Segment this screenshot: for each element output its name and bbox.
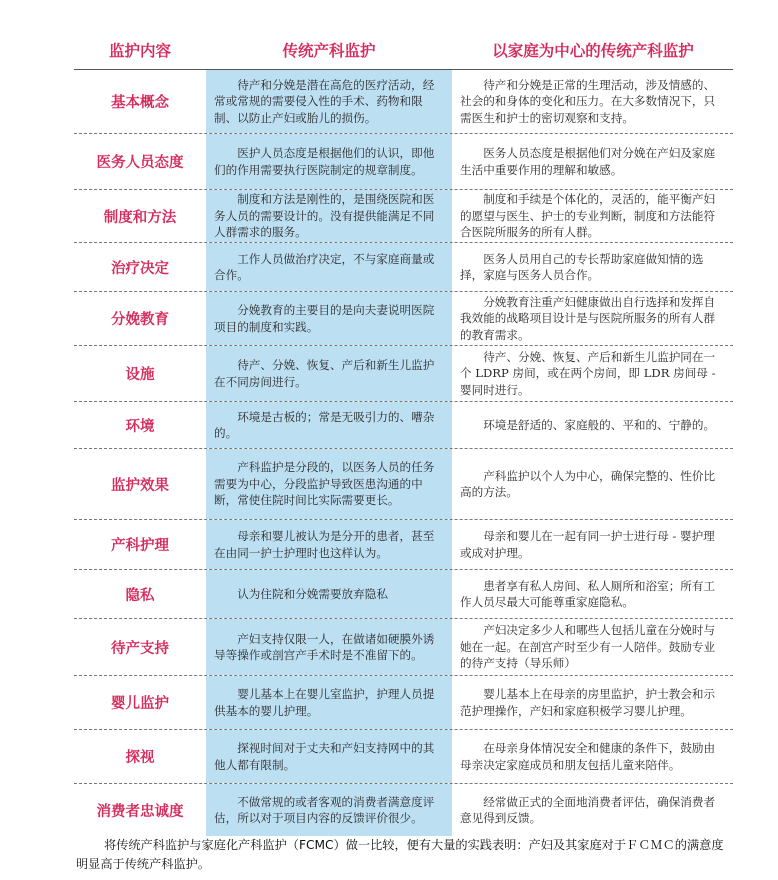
row-topic: 待产支持	[111, 640, 169, 657]
family-text: 制度和手续是个体化的，灵活的，能平衡产妇的愿望与医生、护士的专业判断，制度和方法能符合医院所服务的所有人群。	[460, 192, 716, 240]
table-row	[74, 292, 733, 346]
row-topic: 监护效果	[111, 477, 169, 494]
family-text: 患者享有私人房间、私人厕所和浴室；所有工作人员尽最大可能尊重家庭隐私。	[460, 578, 716, 609]
traditional-cell	[206, 784, 452, 836]
header-col-content: 监护内容	[108, 42, 171, 60]
traditional-text: 待产、分娩、恢复、产后和新生儿监护在不同房间进行。	[214, 358, 435, 389]
table-row	[74, 570, 733, 619]
table-row	[74, 402, 733, 449]
family-text: 医务人员态度是根据他们对分娩在产妇及家庭生活中重要作用的理解和敏感。	[460, 146, 716, 177]
family-text: 医务人员用自己的专长帮助家庭做知情的选择，家庭与医务人员合作。	[460, 251, 704, 282]
family-cell	[452, 346, 733, 401]
family-text: 产科监护以个人为中心，确保完整的、性价比高的方法。	[460, 468, 716, 499]
traditional-cell	[206, 134, 452, 189]
traditional-cell	[206, 619, 452, 675]
row-topic: 设施	[125, 367, 155, 383]
traditional-text: 不做常规的或者客观的消费者满意度评估，所以对于项目内容的反馈评价很少。	[214, 794, 435, 825]
traditional-cell	[206, 570, 452, 618]
traditional-cell	[206, 190, 452, 242]
family-text: 待产和分娩是正常的生理活动，涉及情感的、社会的和身体的变化和压力。在大多数情况下，只需医生和护士的密切观察和支持。	[460, 77, 716, 125]
family-cell	[452, 190, 733, 242]
comparison-table	[74, 70, 733, 836]
table-row	[74, 190, 733, 243]
row-topic: 产科护理	[111, 538, 169, 554]
table-row	[74, 784, 733, 836]
table-row	[74, 346, 733, 402]
family-cell	[452, 730, 733, 783]
family-text: 产妇决定多少人和哪些人包括儿童在分娩时与她在一起。在剖宫产时至少有一人陪伴。鼓励专业的待产支持（导乐师）	[460, 623, 716, 671]
family-text: 母亲和婴儿在一起有同一护士进行母 - 婴护理或成对护理。	[460, 529, 715, 560]
traditional-cell	[206, 449, 452, 519]
family-cell	[452, 402, 733, 448]
table-row	[74, 449, 733, 520]
traditional-cell	[206, 243, 452, 291]
traditional-text: 认为住院和分娩需要放弃隐私	[237, 586, 388, 601]
footnote: 将传统产科监护与家庭化产科监护（FCMC）做一比较，便有大量的实践表明：产妇及其家庭对于ＦＣＭＣ的满意度明显高于传统产科监护。	[76, 838, 724, 871]
traditional-text: 产科监护是分段的，以医务人员的任务需要为中心，分段监护导致医患沟通的中断，常使住院时间比实际需要更长。	[214, 460, 435, 508]
traditional-cell	[206, 676, 452, 729]
traditional-text: 分娩教育的主要目的是向夫妻说明医院项目的制度和实践。	[214, 303, 435, 334]
family-cell	[452, 449, 733, 519]
table-row	[74, 520, 733, 570]
family-cell	[452, 70, 733, 133]
traditional-text: 环境是古板的；常是无吸引力的、嘈杂的。	[214, 409, 435, 440]
family-text: 婴儿基本上在母亲的房里监护，护士教会和示范护理操作，产妇和家庭积极学习婴儿护理。	[460, 687, 716, 718]
header-col-family-centered: 以家庭为中心的传统产科监护	[492, 42, 694, 60]
traditional-text: 母亲和婴儿被认为是分开的患者，甚至在由同一护士护理时也这样认为。	[214, 529, 435, 560]
table-row	[74, 70, 733, 134]
family-cell	[452, 243, 733, 291]
row-topic: 治疗决定	[111, 260, 169, 277]
traditional-cell	[206, 292, 452, 345]
traditional-text: 医护人员态度是根据他们的认识，即他们的作用需要执行医院制定的规章制度。	[214, 146, 435, 177]
table-row	[74, 619, 733, 676]
row-topic: 环境	[125, 418, 155, 435]
family-cell	[452, 619, 733, 675]
family-text: 在母亲身体情况安全和健康的条件下，鼓励由母亲决定家庭成员和朋友包括儿童来陪伴。	[460, 741, 716, 772]
traditional-text: 待产和分娩是潜在高危的医疗活动，经常或常规的需要侵入性的手术、药物和限制、以防止产妇或胎儿的损伤。	[214, 77, 435, 125]
row-topic: 隐私	[125, 587, 155, 604]
traditional-text: 探视时间对于丈夫和产妇支持网中的其他人都有限制。	[214, 741, 435, 772]
table-row	[74, 243, 733, 292]
family-cell	[452, 570, 733, 618]
row-topic: 分娩教育	[111, 312, 169, 328]
family-text: 待产、分娩、恢复、产后和新生儿监护同在一个 LDRP 房间，或在两个房间，即 LDR 房间母 - 婴同时进行。	[460, 349, 716, 397]
traditional-cell	[206, 730, 452, 783]
row-topic: 婴儿监护	[111, 696, 169, 712]
family-cell	[452, 520, 733, 569]
table-row	[74, 134, 733, 190]
family-cell	[452, 676, 733, 729]
table-row	[74, 730, 733, 784]
family-text: 经常做正式的全面地消费者评估，确保消费者意见得到反馈。	[460, 794, 716, 825]
traditional-text: 婴儿基本上在婴儿室监护，护理人员提供基本的婴儿护理。	[214, 687, 435, 718]
header-col-traditional: 传统产科监护	[282, 42, 376, 60]
family-text: 环境是舒适的、家庭般的、平和的、宁静的。	[483, 417, 716, 432]
table-row	[74, 676, 733, 730]
family-text: 分娩教育注重产妇健康做出自行选择和发挥自我效能的战略项目设计是与医院所服务的所有人群的教育需求。	[460, 294, 716, 342]
table-header	[74, 34, 734, 68]
row-topic: 医务人员态度	[96, 155, 184, 171]
traditional-cell	[206, 346, 452, 401]
traditional-cell	[206, 402, 452, 448]
family-cell	[452, 292, 733, 345]
family-cell	[452, 784, 733, 836]
family-cell	[452, 134, 733, 189]
traditional-text: 工作人员做治疗决定，不与家庭商量或合作。	[214, 251, 435, 282]
traditional-cell	[206, 520, 452, 569]
traditional-text: 制度和方法是刚性的，是围绕医院和医务人员的需要设计的。没有提供能满足不同人群需求的服务。	[214, 192, 435, 240]
row-topic: 制度和方法	[103, 209, 177, 226]
row-topic: 基本概念	[111, 95, 169, 111]
row-topic: 消费者忠诚度	[96, 803, 184, 820]
traditional-cell	[206, 70, 452, 133]
row-topic: 探视	[125, 750, 155, 766]
traditional-text: 产妇支持仅限一人，在做诸如硬膜外诱导等操作或剖宫产手术时是不准留下的。	[214, 631, 435, 662]
